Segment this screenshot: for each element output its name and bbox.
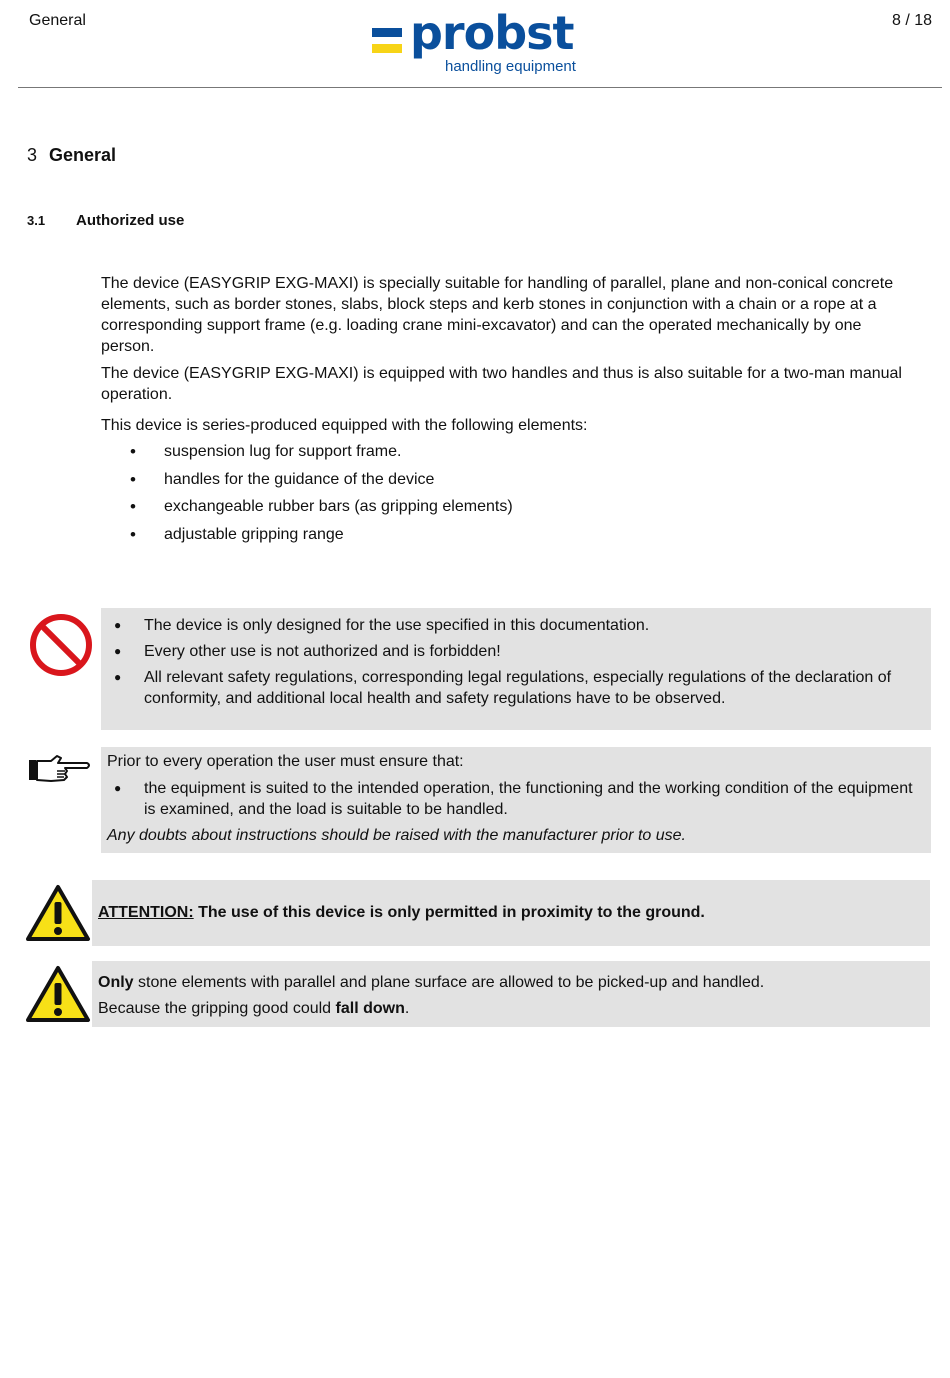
prohibition-list xyxy=(108,615,923,714)
probst-logo xyxy=(370,6,600,82)
warning-icon xyxy=(25,965,91,1023)
attention-message: The use of this device is only permitted in proximity to the ground. xyxy=(193,904,705,921)
warning-line-2-start: Because the gripping good could xyxy=(98,1000,336,1017)
warning-line-2-end: . xyxy=(404,1000,410,1017)
header-divider xyxy=(18,87,942,88)
note-lead: Prior to every operation the user must ensure that: xyxy=(107,753,464,770)
list-item: • adjustable gripping range xyxy=(130,524,513,552)
list-item: ● The device is only designed for the use specified in this documentation. xyxy=(108,615,923,636)
list-item: • suspension lug for support frame. xyxy=(130,441,513,469)
warning-bold-fall-down: fall down xyxy=(335,1000,405,1017)
section-title: Authorized use xyxy=(76,212,185,229)
list-item: • handles for the guidance of the device xyxy=(130,469,513,497)
warning-line-1-rest: stone elements with parallel and plane surface are allowed to be picked-up and handled. xyxy=(133,974,765,991)
header-section-name: General xyxy=(29,12,86,29)
chapter-heading xyxy=(27,145,116,166)
warning-line-1 xyxy=(98,974,764,992)
attention-label: ATTENTION: xyxy=(98,904,194,921)
prohibition-icon xyxy=(29,613,93,677)
logo-tagline: handling equipment xyxy=(445,58,576,75)
logo-brand: probst xyxy=(410,6,574,60)
note-box xyxy=(101,747,931,853)
section-heading xyxy=(27,212,184,229)
note-italic: Any doubts about instructions should be raised with the manufacturer prior to use. xyxy=(107,827,686,844)
logo-bar-blue xyxy=(372,28,402,37)
attention-box xyxy=(92,880,930,946)
section-number: 3.1 xyxy=(27,213,46,228)
paragraph-two-handles: The device (EASYGRIP EXG-MAXI) is equipped with two handles and thus is also suitable for a two-man manual operation. xyxy=(101,365,902,403)
elements-list xyxy=(130,441,513,551)
warning-icon xyxy=(25,884,91,942)
chapter-title: General xyxy=(49,145,117,165)
logo-bar-yellow xyxy=(372,44,402,53)
list-item: • exchangeable rubber bars (as gripping elements) xyxy=(130,496,513,524)
attention-text xyxy=(98,904,705,922)
paragraph-intended-use: The device (EASYGRIP EXG-MAXI) is specially suitable for handling of parallel, plane and non-conical concrete elements, such as border stones, slabs, block steps and kerb stones in conjunction with a chain or a rope at a corresponding support frame (e.g. loading crane mini-excavator) and can the operated mechanically by one person. xyxy=(101,275,894,355)
list-item: ● Every other use is not authorized and is forbidden! xyxy=(108,641,923,662)
note-list xyxy=(108,778,923,825)
list-item: ● All relevant safety regulations, corresponding legal regulations, especially regulations of the declaration of conformity, and additional local health and safety regulations have to be observed. xyxy=(108,667,923,709)
warning-box xyxy=(92,961,930,1027)
warning-line-2 xyxy=(98,1000,409,1018)
pointing-hand-icon xyxy=(27,752,93,788)
list-item: ● the equipment is suited to the intended operation, the functioning and the working condition of the equipment is examined, and the load is suitable to be handled. xyxy=(108,778,923,820)
warning-bold-only: Only xyxy=(98,974,134,991)
chapter-number: 3 xyxy=(27,145,38,165)
header-page-number: 8 / 18 xyxy=(891,12,932,29)
prohibition-box xyxy=(101,608,931,730)
paragraph-elements-intro: This device is series-produced equipped with the following elements: xyxy=(101,417,588,434)
